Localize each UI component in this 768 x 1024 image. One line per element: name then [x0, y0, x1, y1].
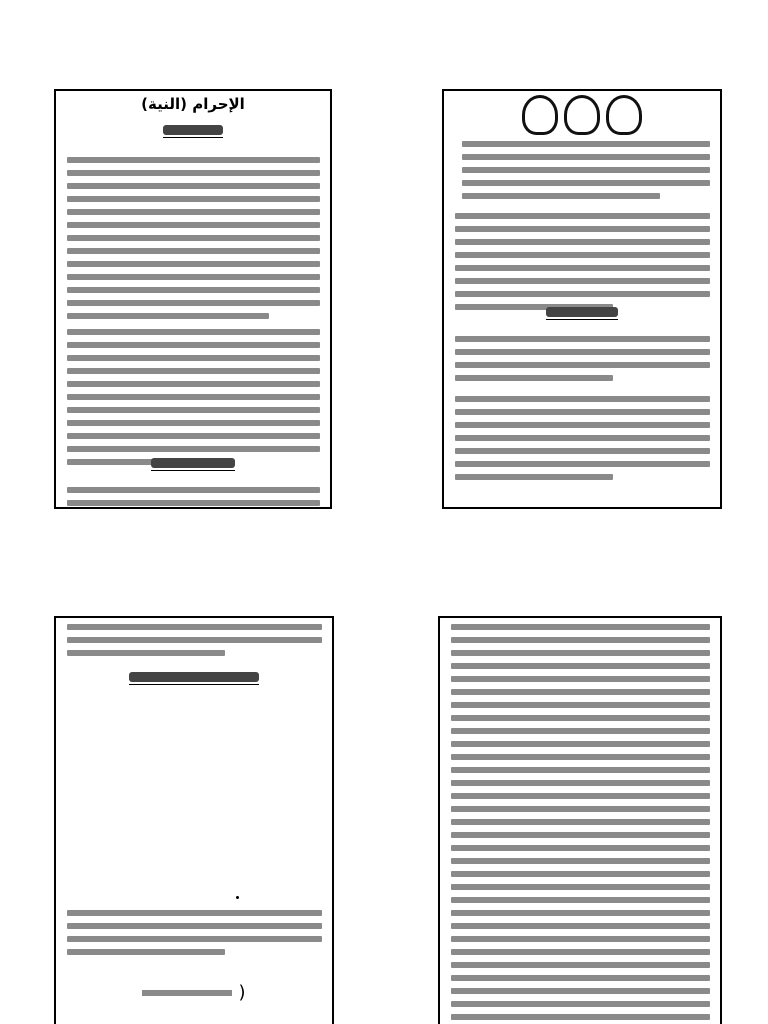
section-subheading [546, 307, 618, 317]
paragraph [455, 213, 710, 317]
page-top-left [54, 89, 332, 509]
page-bottom-left [54, 616, 334, 1024]
page-top-right [442, 89, 722, 509]
section-subheading [163, 125, 223, 135]
dot [236, 896, 239, 899]
arabic-title: الإحرام (النية) [141, 95, 245, 113]
page-bottom-right [438, 616, 722, 1024]
section-subheading [151, 458, 235, 468]
paragraph [67, 624, 322, 663]
paren-symbol: ) [238, 982, 246, 1003]
paragraph [462, 141, 710, 206]
paragraph [67, 157, 320, 326]
paragraph [67, 329, 320, 472]
footer-line [56, 982, 332, 1003]
paragraph [67, 487, 320, 509]
paragraph [455, 396, 710, 487]
paragraph [451, 624, 710, 1024]
paragraph [67, 910, 322, 962]
section-subheading [129, 672, 259, 682]
numbered-list [455, 336, 710, 388]
title-glyph [444, 95, 720, 135]
